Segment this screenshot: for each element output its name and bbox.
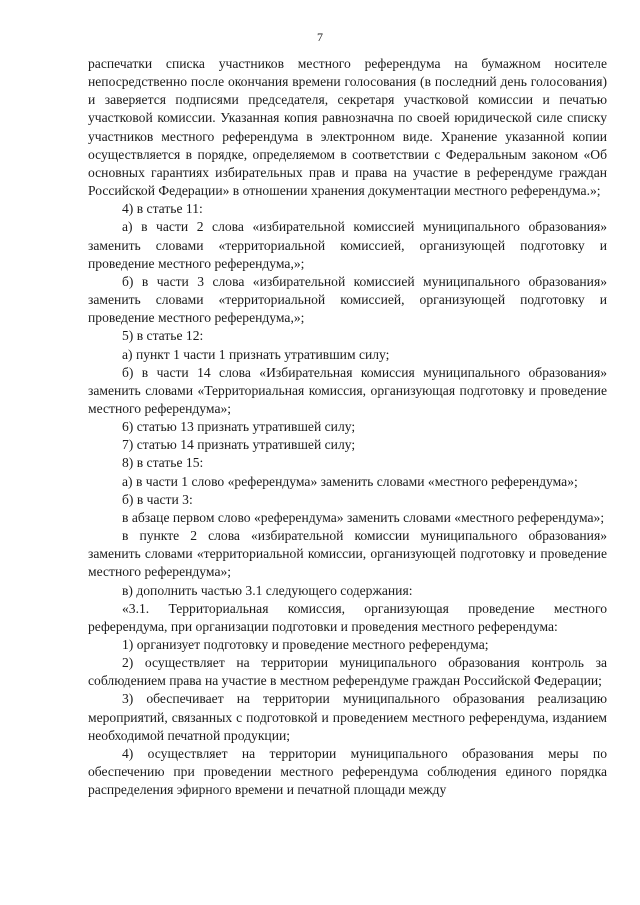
paragraph: 3) обеспечивает на территории муниципального образования реализацию мероприятий, связанных с подготовкой и проведением местного референдума, изданием необходимой печатной продукции; [88, 691, 607, 743]
paragraph: а) в части 1 слово «референдума» заменить словами «местного референдума»; [122, 473, 578, 489]
paragraph: а) пункт 1 части 1 признать утратившим силу; [122, 346, 390, 362]
paragraph: а) в части 2 слова «избирательной комиссией муниципального образования» заменить словами «территориальной комиссией, организующей подготовку и проведение местного референдума,»; [88, 219, 607, 271]
paragraph: 2) осуществляет на территории муниципального образования контроль за соблюдением права на участие в местном референдуме граждан Российской Федерации; [88, 655, 607, 689]
paragraph: б) в части 14 слова «Избирательная комиссия муниципального образования» заменить словами «Территориальная комиссия, организующая подготовку и проведение местного референдума»; [88, 364, 607, 416]
paragraph: 7) статью 14 признать утратившей силу; [122, 437, 356, 453]
document-body [88, 55, 607, 799]
paragraph: «3.1. Территориальная комиссия, организующая проведение местного референдума, при организации подготовки и проведения местного референдума: [88, 600, 607, 634]
paragraph: б) в части 3: [122, 491, 193, 507]
paragraph: 8) в статье 15: [122, 455, 204, 471]
paragraph: 4) осуществляет на территории муниципального образования меры по обеспечению при проведении местного референдума соблюдения единого порядка распределения эфирного времени и печатной площади между [88, 745, 607, 798]
paragraph: в абзаце первом слово «референдума» заменить словами «местного референдума»; [122, 509, 605, 525]
paragraph: 5) в статье 12: [122, 328, 204, 344]
page-number: 7 [317, 30, 323, 44]
paragraph: в) дополнить частью 3.1 следующего содержания: [122, 582, 413, 598]
paragraph: 1) организует подготовку и проведение местного референдума; [122, 637, 489, 652]
paragraph: б) в части 3 слова «избирательной комиссией муниципального образования» заменить словами «территориальной комиссией, организующей подготовку и проведение местного референдума,»; [88, 273, 607, 326]
paragraph: в пункте 2 слова «избирательной комиссии муниципального образования» заменить словами «территориальной комиссии, организующей подготовку и проведение местного референдума»; [88, 528, 607, 580]
paragraph: 4) в статье 11: [122, 201, 203, 217]
paragraph: распечатки списка участников местного референдума на бумажном носителе непосредственно после окончания времени голосования (в последний день голосования) и заверяется подписями председателя, секретаря участковой комиссии и печатью участковой комиссии. Указанная копия равнозначна по своей юридической силе списку участников местного референдума в электронном виде. Хранение указанной копии осуществляется в порядке, определяемом в соответствии с Федеральным законом «Об основных гарантиях избирательных прав и права на участие в референдуме граждан Российской Федерации» в отношении хранения документации местного референдума.»; [88, 56, 607, 199]
paragraph: 6) статью 13 признать утратившей силу; [122, 419, 356, 435]
